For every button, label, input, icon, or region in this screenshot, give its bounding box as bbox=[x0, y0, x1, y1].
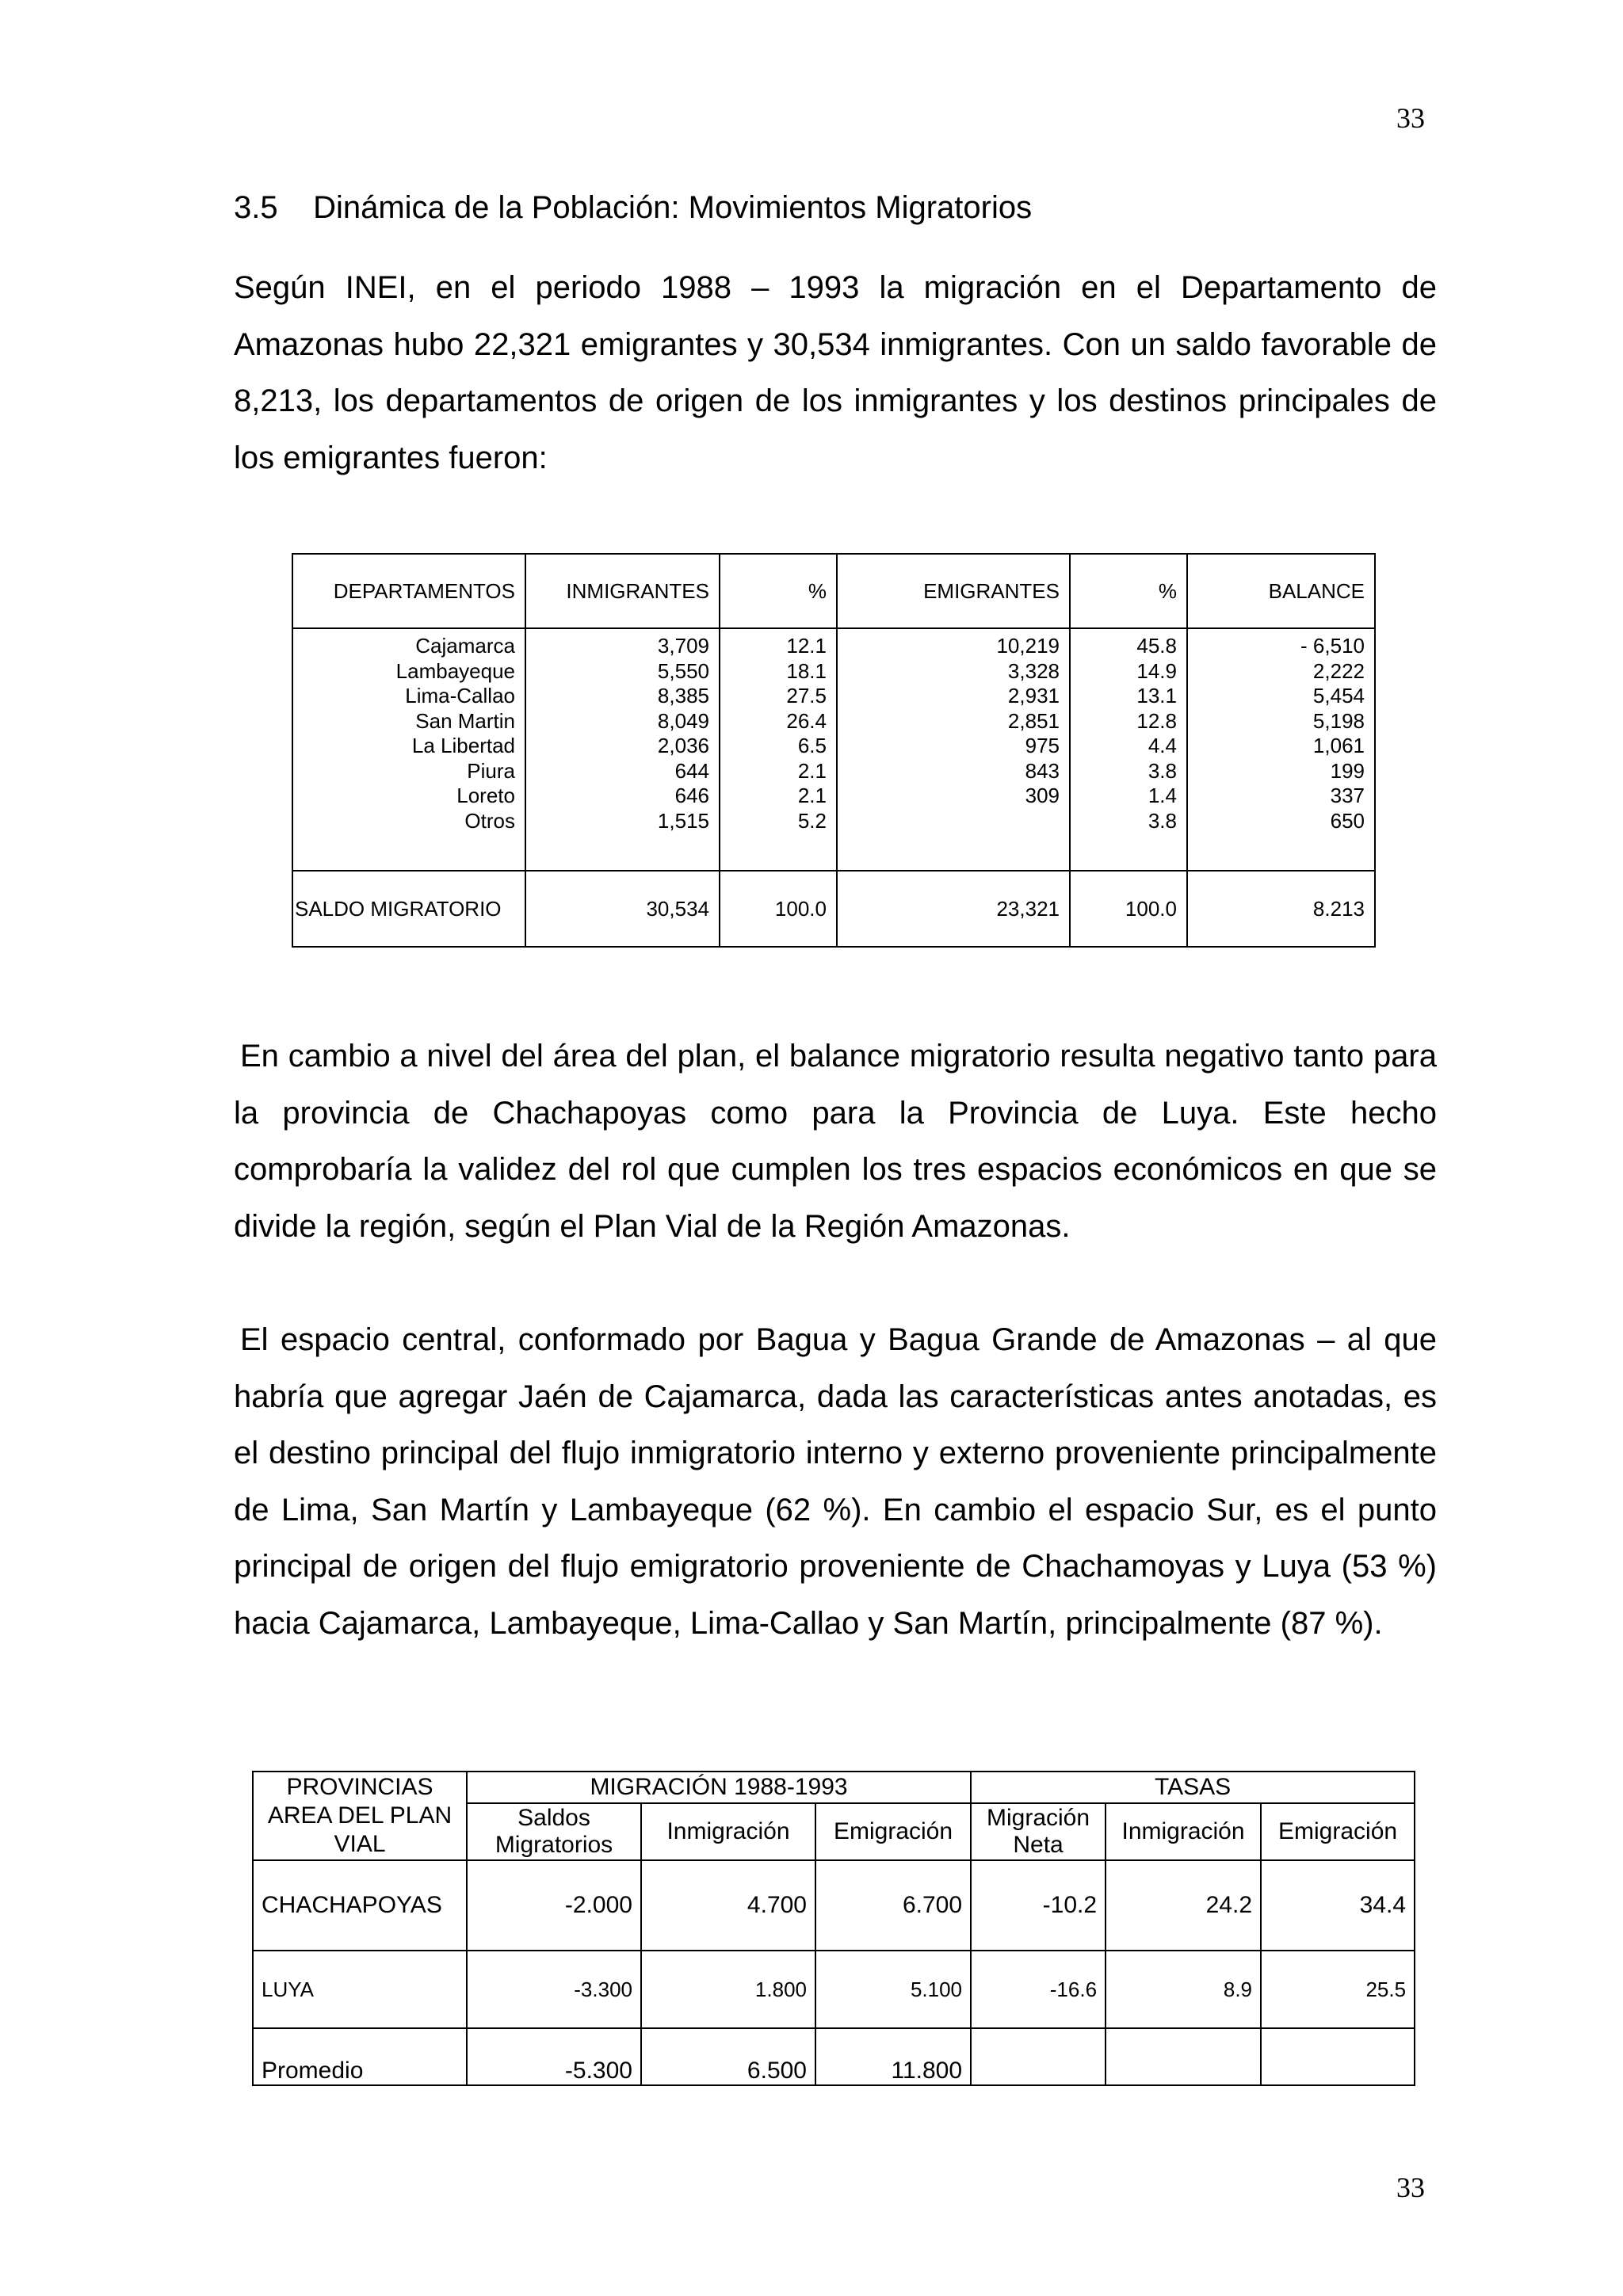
section-heading bbox=[234, 190, 1032, 226]
cell: Piura bbox=[467, 758, 515, 783]
migracion-header: MIGRACIÓN 1988-1993 bbox=[467, 1772, 971, 1803]
provincias-header: PROVINCIAS AREA DEL PLAN VIAL bbox=[253, 1772, 467, 1860]
migration-by-department-table bbox=[292, 553, 1376, 948]
cell: 3.8 bbox=[1148, 808, 1177, 833]
cell: 5,454 bbox=[1312, 684, 1365, 707]
page-number-top: 33 bbox=[1396, 102, 1425, 134]
cell: La Libertad bbox=[411, 734, 515, 757]
cell: Lambayeque bbox=[395, 658, 515, 683]
column-header: Inmigración bbox=[641, 1803, 815, 1860]
cell: 5,550 bbox=[657, 658, 709, 683]
column-header: INMIGRANTES bbox=[525, 554, 720, 628]
cell: 34.4 bbox=[1261, 1860, 1415, 1951]
cell: -5.300 bbox=[467, 2028, 641, 2085]
cell: 5,198 bbox=[1312, 708, 1365, 733]
balance-column bbox=[1187, 628, 1375, 871]
column-header: Emigración bbox=[815, 1803, 971, 1860]
cell: 3,709 bbox=[657, 634, 709, 658]
cell: -3.300 bbox=[467, 1951, 641, 2028]
cell: 5.2 bbox=[797, 808, 827, 833]
cell: 27.5 bbox=[786, 684, 827, 707]
table-header-row bbox=[253, 1772, 1415, 1803]
province-name: Promedio bbox=[253, 2028, 467, 2085]
column-header: % bbox=[720, 554, 837, 628]
cell: 8,049 bbox=[657, 708, 709, 733]
cell: 843 bbox=[1025, 758, 1060, 783]
cell: 6.5 bbox=[797, 734, 827, 757]
cell: 3,328 bbox=[1007, 658, 1060, 683]
footer-cell: 23,321 bbox=[837, 871, 1070, 947]
cell: 2,931 bbox=[1007, 684, 1060, 707]
cell: - 6,510 bbox=[1300, 634, 1365, 658]
section-number: 3.5 bbox=[234, 190, 278, 225]
cell: 4.4 bbox=[1148, 734, 1177, 757]
tasas-header: TASAS bbox=[971, 1772, 1415, 1803]
column-header: Inmigración bbox=[1106, 1803, 1261, 1860]
cell: 6.700 bbox=[815, 1860, 971, 1951]
column-header: Migración Neta bbox=[971, 1803, 1106, 1860]
cell: 3.8 bbox=[1148, 758, 1177, 783]
cell: 6.500 bbox=[641, 2028, 815, 2085]
emigrantes-column bbox=[837, 628, 1070, 871]
column-header: % bbox=[1070, 554, 1187, 628]
column-header: DEPARTAMENTOS bbox=[292, 554, 525, 628]
inmigrantes-column bbox=[525, 628, 720, 871]
cell bbox=[1261, 2028, 1415, 2085]
cell: 2,222 bbox=[1312, 658, 1365, 683]
cell: -2.000 bbox=[467, 1860, 641, 1951]
cell: 12.1 bbox=[786, 634, 827, 658]
cell: -16.6 bbox=[971, 1951, 1106, 2028]
table-footer-row bbox=[292, 871, 1375, 947]
cell bbox=[971, 2028, 1106, 2085]
cell: 24.2 bbox=[1106, 1860, 1261, 1951]
paragraph-area-plan: En cambio a nivel del área del plan, el balance migratorio resulta negativo tanto para la provincia de Chachapoyas como para la Provincia de Luya. Este hecho comprobaría la validez del rol que cumplen los tres espacios económicos en que se divide la región, según el Plan Vial de la Región Amazonas. bbox=[234, 1039, 1437, 1244]
cell: -10.2 bbox=[971, 1860, 1106, 1951]
cell: 1.800 bbox=[641, 1951, 815, 2028]
column-header: BALANCE bbox=[1187, 554, 1375, 628]
cell: 4.700 bbox=[641, 1860, 815, 1951]
paragraph-intro: Según INEI, en el periodo 1988 – 1993 la migración en el Departamento de Amazonas hubo 22,321 emigrantes y 30,534 inmigrantes. Con un saldo favorable de 8,213, los departamentos de origen de los inmigrantes y los destinos principales de los emigrantes fueron: bbox=[234, 270, 1437, 475]
cell: 8.9 bbox=[1106, 1951, 1261, 2028]
column-header: Saldos Migratorios bbox=[467, 1803, 641, 1860]
cell: 309 bbox=[1025, 784, 1060, 807]
cell bbox=[1106, 2028, 1261, 2085]
cell: 8,385 bbox=[657, 684, 709, 707]
cell: 650 bbox=[1330, 808, 1365, 833]
table-body-row bbox=[292, 628, 1375, 871]
cell bbox=[847, 809, 1060, 834]
column-header: Emigración bbox=[1261, 1803, 1415, 1860]
cell: Lima-Callao bbox=[405, 684, 515, 707]
cell: 18.1 bbox=[786, 658, 827, 683]
cell: Otros bbox=[464, 808, 515, 833]
cell: Loreto bbox=[456, 784, 515, 807]
cell: 12.8 bbox=[1136, 708, 1177, 733]
column-header: EMIGRANTES bbox=[837, 554, 1070, 628]
cell: 646 bbox=[674, 784, 709, 807]
cell: 2.1 bbox=[797, 758, 827, 783]
cell: Cajamarca bbox=[415, 634, 515, 658]
cell: 644 bbox=[674, 758, 709, 783]
cell: 1,515 bbox=[657, 808, 709, 833]
cell: 13.1 bbox=[1136, 684, 1177, 707]
cell: 199 bbox=[1330, 758, 1365, 783]
province-name: LUYA bbox=[253, 1951, 467, 2028]
cell: 975 bbox=[1025, 734, 1060, 757]
cell: 10,219 bbox=[996, 634, 1060, 658]
province-name: CHACHAPOYAS bbox=[253, 1860, 467, 1951]
cell: 2.1 bbox=[797, 784, 827, 807]
table-header-row bbox=[292, 554, 1375, 628]
table-row bbox=[253, 2028, 1415, 2085]
migration-by-province-table bbox=[252, 1771, 1415, 2086]
cell: 2,851 bbox=[1007, 708, 1060, 733]
cell: 5.100 bbox=[815, 1951, 971, 2028]
footer-cell: 30,534 bbox=[525, 871, 720, 947]
footer-label: SALDO MIGRATORIO bbox=[292, 871, 525, 947]
cell: 26.4 bbox=[786, 708, 827, 733]
footer-cell: 8.213 bbox=[1187, 871, 1375, 947]
cell: 2,036 bbox=[657, 734, 709, 757]
footer-cell: 100.0 bbox=[720, 871, 837, 947]
cell: 11.800 bbox=[815, 2028, 971, 2085]
cell: San Martin bbox=[415, 708, 515, 733]
pct-inmigrantes-column bbox=[720, 628, 837, 871]
cell: 45.8 bbox=[1136, 634, 1177, 658]
cell: 337 bbox=[1330, 784, 1365, 807]
table-row bbox=[253, 1860, 1415, 1951]
cell: 1,061 bbox=[1312, 734, 1365, 757]
paragraph-espacio-central: El espacio central, conformado por Bagua y Bagua Grande de Amazonas – al que habría que agregar Jaén de Cajamarca, dada las características antes anotadas, es el destino principal del flujo inmigratorio interno y externo proveniente principalmente de Lima, San Martín y Lambayeque (62 %). En cambio el espacio Sur, es el punto principal de origen del flujo emigratorio proveniente de Chachamoyas y Luya (53 %) hacia Cajamarca, Lambayeque, Lima-Callao y San Martín, principalmente (87 %). bbox=[234, 1322, 1437, 1641]
pct-emigrantes-column bbox=[1070, 628, 1187, 871]
cell: 25.5 bbox=[1261, 1951, 1415, 2028]
footer-cell: 100.0 bbox=[1070, 871, 1187, 947]
departamentos-column bbox=[292, 628, 525, 871]
page-number-bottom: 33 bbox=[1396, 2172, 1425, 2203]
table-row bbox=[253, 1951, 1415, 2028]
section-title: Dinámica de la Población: Movimientos Migratorios bbox=[313, 190, 1033, 225]
cell: 1.4 bbox=[1148, 784, 1177, 807]
cell: 14.9 bbox=[1136, 658, 1177, 683]
